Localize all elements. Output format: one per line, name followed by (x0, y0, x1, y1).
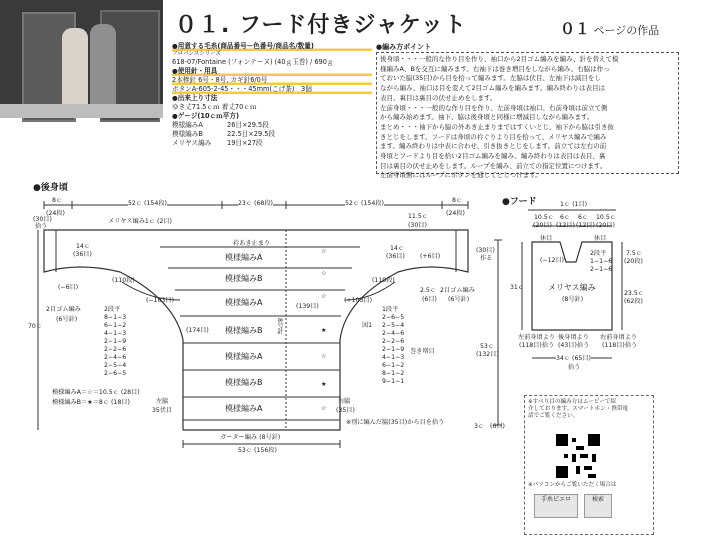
hood-20: (20段) (624, 258, 643, 265)
rib-left-needle: (6号針) (56, 316, 78, 323)
yarn-line: 618-07/Fontaine (フォンテーヌ) (40ｇ玉巻) / 690ｇ (172, 58, 334, 66)
points-line: 後身頃・・・一般的な作り目を作り、袖口から2目ゴム編みを編み、針を替えて模 (380, 55, 619, 63)
hood-62: (62段) (624, 298, 643, 305)
hood-heading: ●フード (502, 197, 537, 207)
inc-row: 6−1−2 (382, 362, 405, 369)
gauge-row: 模様編みA 26目×29.5段 (172, 121, 269, 129)
buttons-line: ボタンA-605-2-45・・・45mm(こげ茶) 3個 (172, 85, 372, 94)
garter-label: ガーター編み (8号針) (220, 434, 281, 441)
size-heading: ●出来上り寸法 (172, 94, 218, 102)
inc-row: 2−2−6 (382, 338, 405, 345)
dim-115: 11.5ｃ (408, 213, 428, 220)
pattern-row-6: 模様編みB (225, 378, 263, 387)
dim-6: (6目) (422, 296, 437, 303)
pattern-row-2: 模様編みB (225, 274, 263, 283)
star-filled-icon: ★ (321, 327, 327, 334)
dec-row: 2−1−9 (104, 338, 127, 345)
dec-row: 2−6−5 (104, 370, 127, 377)
gauge-row: 模様編みB 22.5目×29.5段 (172, 130, 276, 138)
right-30: (30目) (476, 247, 495, 254)
points-line: から編み始めます。袖下、脇は後身頃と同様に増減目しながら編みます。 (380, 113, 594, 122)
dim-bottom: 53ｃ (156段) (238, 447, 277, 454)
hood-minus12: (−12目) (540, 257, 565, 264)
hood-body: メリヤス編み (548, 283, 596, 292)
side-note: ※別に編んだ脇(35目)から目を拾う (346, 419, 445, 426)
points-line: 表目、裏目は裏目の伏せ止めをします。 (380, 93, 497, 102)
stitches-139: (139目) (296, 303, 319, 310)
right-side: 右脇 (338, 398, 351, 405)
hood-s4: (20目) (596, 222, 615, 229)
dim-30r: (30目) (408, 222, 427, 229)
right-side-2: (35目) (336, 407, 355, 414)
inc-row: 2−6−5 (382, 314, 405, 321)
hood-needle: (8号針) (562, 296, 584, 303)
hood-width: 34ｃ (65目) (556, 355, 591, 362)
hood-t4: 10.5ｃ (596, 214, 616, 221)
collar-stop: 衿あき止まり (233, 240, 271, 247)
needles-line: 2本棒針 6号・8号, カギ針6/0号 (172, 76, 372, 85)
hood-75: 7.5ｃ (626, 250, 643, 257)
dec-row: 2段平 (104, 306, 121, 313)
gauge-row: メリヤス編み 19目×27段 (172, 139, 263, 147)
hood-s2: (12目) (556, 222, 575, 229)
dim-top-1: 8ｃ (52, 197, 63, 204)
points-line: まとめ・・・袖下から脇の外あき止まりまではすくいとじ、袖下から脇は引き抜 (380, 122, 614, 131)
dim-top-sub-left: (24段) (46, 210, 65, 217)
hood-pick-back: 後身頃より (558, 334, 589, 341)
hood-pick-back-2: (43目)拾う (558, 342, 590, 349)
dim-3: 3ｃ (474, 423, 485, 430)
qr-text: 介しております。スマートホン・携帯電 (528, 406, 629, 412)
inc-row: 9−1−1 (382, 378, 405, 385)
qr-code-icon[interactable] (556, 434, 600, 478)
pattern-row-5: 模様編みA (225, 352, 263, 361)
hood-dec (590, 250, 612, 274)
star-filled-icon: ★ (321, 381, 327, 388)
gauge-heading: ●ゲージ(10ｃｍ平方) (172, 112, 239, 120)
points-line: ておいた脇(35目)から目を拾って編みます。左脇は伏目、左袖下は減目をし (380, 74, 601, 83)
rib-right: 2目ゴム編み (440, 287, 475, 294)
meriyasu-label: メリヤス編み1ｃ (2目) (108, 218, 172, 225)
dim-14l: 14ｃ (76, 243, 91, 250)
yarn-series: フロバンスシリーズ (172, 51, 222, 57)
hood-pick-left-2: (118目)拾う (519, 342, 555, 349)
stitches-174: (174目) (186, 327, 209, 334)
qr-text: ※すべり目の編み方はムービーで紹 (528, 399, 616, 405)
search-tag-1[interactable]: 手糸ピエロ (534, 494, 578, 518)
dim-53: 53ｃ (480, 343, 495, 350)
rib-left: 2目ゴム編み (46, 306, 81, 313)
points-line: 身頃とフードより目を拾い2目ゴム編みを編み、編み終わりは表目は表目、裏 (380, 152, 606, 161)
hood-235: 23.5ｃ (624, 290, 644, 297)
inc-row: 8−1−2 (382, 370, 405, 377)
hood-pick: 拾う (568, 364, 581, 371)
hood-s1: (20目) (533, 222, 552, 229)
tools-heading: ●使用針・用具 (172, 67, 372, 76)
needle-8: 8号針 (276, 318, 283, 335)
dim-36r: (36目) (386, 253, 405, 260)
dim-36l: (36目) (73, 251, 92, 258)
points-line: 様編みA、Bを交互に編みます。右袖下は巻き増目をしながら編み、右脇は作っ (380, 64, 610, 73)
left-pickup-2: 拾う (35, 223, 48, 230)
pattern-row-7: 模様編みA (225, 404, 263, 413)
size-line: ゆき丈71.5ｃｍ 着丈70ｃｍ (172, 103, 257, 111)
qr-pc-text: ※パソコンからご覧いただく場合は (528, 482, 617, 488)
inc-row: 2−4−6 (382, 330, 405, 337)
pattern-row-1: 模様編みA (225, 253, 263, 262)
hood-s3: (12目) (576, 222, 595, 229)
right-make: 作る (480, 255, 493, 262)
left-side: 左脇 (156, 398, 169, 405)
inc-row: 2−5−4 (382, 322, 405, 329)
increase-label: 巻き増目 (410, 348, 435, 355)
dim-25: 2.5ｃ (420, 287, 437, 294)
increase-rows (382, 306, 404, 386)
dim-6b: (6目) (490, 423, 505, 430)
points-line: ます。編み終わりは中表に合わせ、引き抜きとじをします。前立ては左右の前 (380, 142, 607, 151)
dim-70: 70ｃ (28, 323, 43, 330)
hood-t1: 10.5ｃ (534, 214, 554, 221)
stitches-103-right: (+103目) (344, 297, 373, 304)
page-title: ０１. フード付きジャケット (175, 13, 467, 38)
back-heading: ●後身頃 (33, 183, 68, 193)
star-outline-icon: ☆ (321, 293, 327, 300)
dec-row: 8−1−3 (104, 314, 127, 321)
points-line: 左前身頃側にはループにボタンを通してとじつけます。 (380, 171, 542, 180)
pattern-row-4: 模様編みB (225, 326, 263, 335)
hood-rest-right: 休目 (594, 235, 607, 242)
hood-dec-row: 1−1−6 (590, 258, 613, 265)
rows-110-right: (110段) (372, 277, 395, 284)
points-line: 目は裏目の伏せ止めをします。ループを編み、前立ての指定位置につけます。 (380, 161, 607, 170)
pattern-row-3: 模様編みA (225, 298, 263, 307)
stitches-6-left: (−6目) (58, 284, 79, 291)
dim-6r: (+6目) (420, 253, 441, 260)
hood-t2: 6ｃ (560, 214, 571, 221)
star-outline-icon: ☆ (321, 405, 327, 412)
dec-row: 6−1−2 (104, 322, 127, 329)
decrease-rows (104, 306, 126, 378)
dim-14r: 14ｃ (390, 245, 405, 252)
hood-t3: 6ｃ (578, 214, 589, 221)
dim-top-2: 52ｃ (154段) (128, 200, 167, 207)
inc-row: 2−1−9 (382, 346, 405, 353)
dec-row: 2−4−6 (104, 354, 127, 361)
hood-dec-row: 2段平 (590, 250, 607, 257)
hood-31: 31ｃ (510, 284, 525, 291)
page-ref-number: ０１ (560, 20, 591, 38)
hood-pick-left: 左前身頃より (518, 334, 556, 341)
dec-row: 2−5−4 (104, 362, 127, 369)
rib-right-needle: (6号針) (448, 296, 470, 303)
dim-top-3: 23ｃ (68段) (238, 200, 273, 207)
dim-top-sub-right: (24段) (446, 210, 465, 217)
figure-1: 図1 (362, 322, 373, 329)
dec-row: 2−2−6 (104, 346, 127, 353)
hood-top: 1ｃ (1目) (560, 201, 588, 208)
points-line: きとじをします。フードは身頃の衿ぐりより目を拾って、メリヤス編みで編み (380, 132, 607, 141)
hood-pick-right-2: (118目)拾う (602, 342, 638, 349)
star-outline-icon: ☆ (321, 353, 327, 360)
yarn-heading: ●用意する毛糸(商品番号ー色番号/商品名/数量) (172, 42, 372, 51)
page-ref-label: ページの作品 (593, 24, 660, 37)
stitches-103-left: (−103目) (146, 297, 175, 304)
legend-b: 模様編みB＝★＝8ｃ (18目) (52, 399, 130, 406)
star-outline-icon: ☆ (321, 270, 327, 277)
inc-row: 4−1−3 (382, 354, 405, 361)
left-side-2: 35伏目 (152, 407, 173, 414)
qr-text: 話でご覧ください。 (528, 413, 579, 419)
left-pickup: (30目) (33, 216, 52, 223)
legend-a: 模様編みA＝☆＝10.5ｃ (28目) (52, 389, 140, 396)
star-outline-icon: ☆ (321, 248, 327, 255)
search-tag-2[interactable]: 検索 (584, 494, 612, 518)
dim-top-5: 8ｃ (452, 197, 463, 204)
hood-rest-left: 休目 (540, 235, 553, 242)
dim-132: (132目) (476, 351, 499, 358)
hood-dec-row: 2−1−6 (590, 266, 613, 273)
points-line: ながら編み、袖口は目を変えて2目ゴム編みを編みます。編み終わりは表目は (380, 84, 606, 93)
rows-110-left: (110段) (112, 277, 135, 284)
points-heading: ●編み方ポイント (376, 43, 432, 51)
dec-row: 4−1−3 (104, 330, 127, 337)
inc-row: 1段平 (382, 306, 399, 313)
hood-pick-right: 右前身頃より (600, 334, 638, 341)
points-line: 左前身頃・・・一般的な作り目を作り、左前身頃は袖口、右前身頃は前立て側 (380, 103, 608, 112)
dim-top-4: 52ｃ (154段) (345, 200, 384, 207)
